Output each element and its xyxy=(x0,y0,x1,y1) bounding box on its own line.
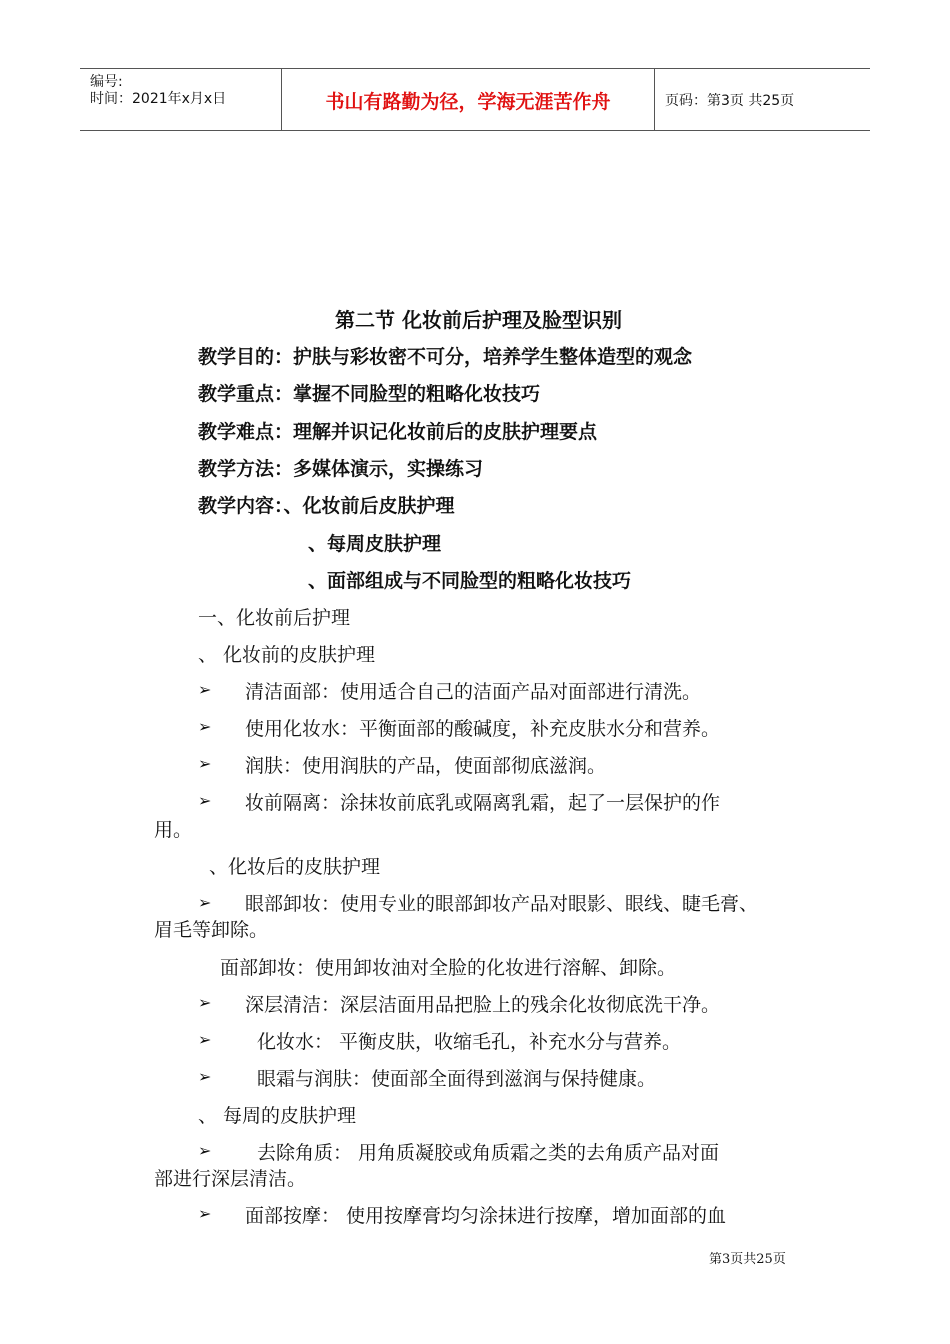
section-heading-1: 一、化妆前后护理 xyxy=(198,607,351,629)
document-number-label: 编号: xyxy=(90,74,123,90)
subheading-weekly-care: 、 每周的皮肤护理 xyxy=(198,1105,357,1127)
page-footer: 第3页共25页 xyxy=(709,1252,786,1267)
list-item: 使用化妆水：平衡面部的酸碱度，补充皮肤水分和营养。 xyxy=(245,718,721,740)
bullet-arrow-icon: ➢ xyxy=(198,1067,212,1086)
list-item-continuation: 部进行深层清洁。 xyxy=(154,1168,307,1190)
subheading-post-makeup: 、化妆后的皮肤护理 xyxy=(209,856,381,878)
teaching-difficulty: 教学难点：理解并识记化妆前后的皮肤护理要点 xyxy=(198,421,598,443)
list-item: 深层清洁：深层洁面用品把脸上的残余化妆彻底洗干净。 xyxy=(245,994,721,1016)
list-item: 化妆水： 平衡皮肤，收缩毛孔，补充水分与营养。 xyxy=(257,1031,682,1053)
header-motto: 书山有路勤为径，学海无涯苦作舟 xyxy=(325,91,611,113)
list-item-continuation: 眉毛等卸除。 xyxy=(154,919,269,941)
list-item: 去除角质： 用角质凝胶或角质霜之类的去角质产品对面 xyxy=(257,1142,720,1164)
bullet-arrow-icon: ➢ xyxy=(198,680,212,699)
paragraph-face-remover: 面部卸妆：使用卸妆油对全脸的化妆进行溶解、卸除。 xyxy=(220,957,677,979)
bullet-arrow-icon: ➢ xyxy=(198,893,212,912)
header-page-number: 页码：第3页 共25页 xyxy=(665,93,795,109)
bullet-arrow-icon: ➢ xyxy=(198,993,212,1012)
header-page-cell xyxy=(655,69,870,130)
teaching-goal: 教学目的：护肤与彩妆密不可分，培养学生整体造型的观念 xyxy=(198,346,693,368)
list-item: 面部按摩： 使用按摩膏均匀涂抹进行按摩，增加面部的血 xyxy=(245,1205,727,1227)
list-item: 润肤：使用润肤的产品，使面部彻底滋润。 xyxy=(245,755,607,777)
bullet-arrow-icon: ➢ xyxy=(198,1204,212,1223)
list-item-continuation: 用。 xyxy=(154,819,193,841)
bullet-arrow-icon: ➢ xyxy=(198,791,212,810)
subheading-pre-makeup: 、 化妆前的皮肤护理 xyxy=(198,644,376,666)
header-info-cell xyxy=(80,69,282,130)
page-header xyxy=(80,68,870,131)
teaching-content-item-2: 、每周皮肤护理 xyxy=(308,533,442,555)
section-title: 第二节 化妆前后护理及脸型识别 xyxy=(335,308,622,332)
bullet-arrow-icon: ➢ xyxy=(198,717,212,736)
bullet-arrow-icon: ➢ xyxy=(198,754,212,773)
bullet-arrow-icon: ➢ xyxy=(198,1030,212,1049)
bullet-arrow-icon: ➢ xyxy=(198,1141,212,1160)
list-item: 眼部卸妆：使用专业的眼部卸妆产品对眼影、眼线、睫毛膏、 xyxy=(245,893,759,915)
teaching-content: 教学内容：、化妆前后皮肤护理 xyxy=(198,495,455,517)
document-time-label: 时间：2021年x月x日 xyxy=(90,91,227,107)
list-item: 眼霜与润肤：使面部全面得到滋润与保持健康。 xyxy=(257,1068,657,1090)
list-item: 清洁面部：使用适合自己的洁面产品对面部进行清洗。 xyxy=(245,681,702,703)
header-motto-cell xyxy=(282,69,655,130)
teaching-method: 教学方法：多媒体演示，实操练习 xyxy=(198,458,484,480)
list-item: 妆前隔离：涂抹妆前底乳或隔离乳霜，起了一层保护的作 xyxy=(245,792,721,814)
teaching-content-item-3: 、面部组成与不同脸型的粗略化妆技巧 xyxy=(308,570,632,592)
teaching-key-point: 教学重点：掌握不同脸型的粗略化妆技巧 xyxy=(198,383,541,405)
